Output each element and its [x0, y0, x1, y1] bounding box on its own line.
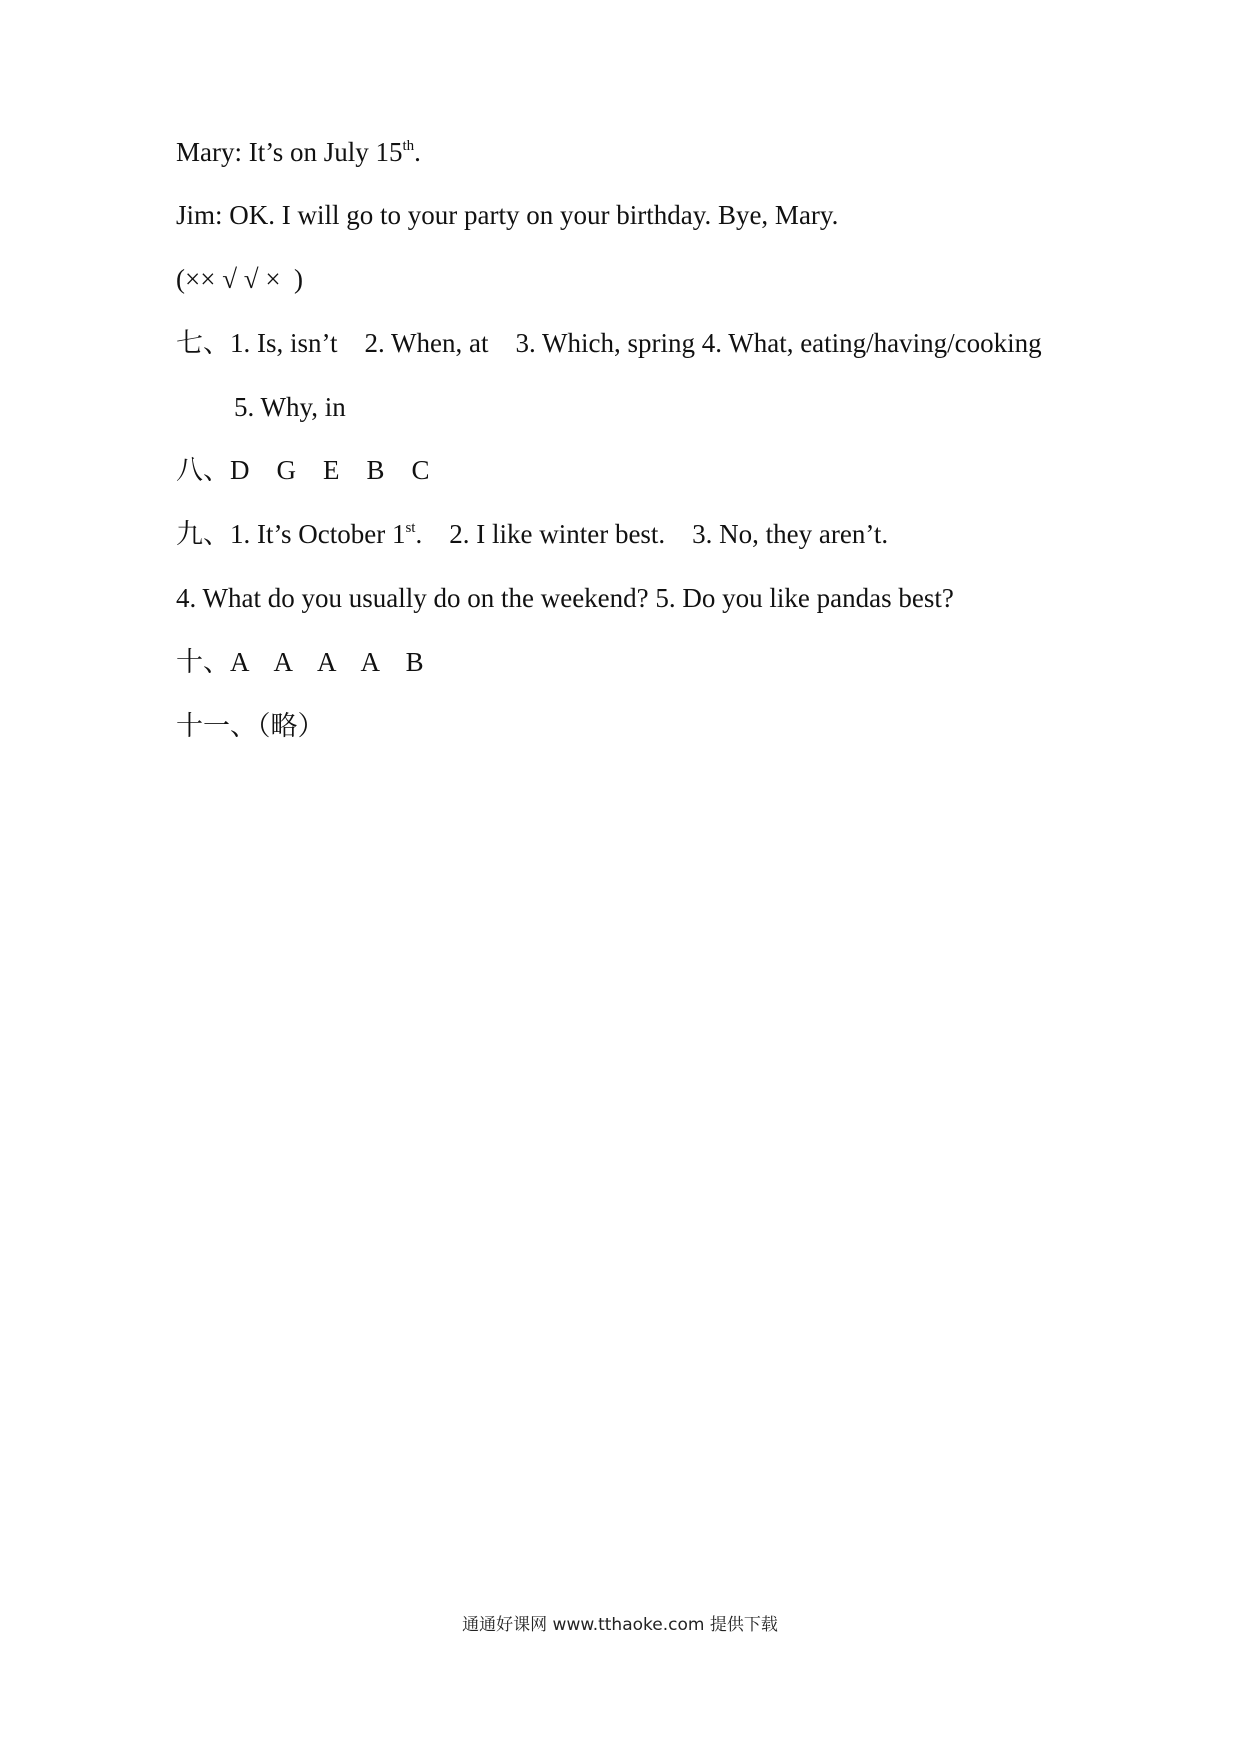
- section-9-answers-continued: [176, 581, 954, 615]
- line-text-after: .: [414, 137, 421, 167]
- section-7-answers-continued: [234, 390, 346, 424]
- superscript: st: [405, 520, 416, 536]
- superscript: th: [402, 138, 415, 154]
- line-text: 4. What do you usually do on the weekend? 5. Do you like pandas best?: [176, 583, 954, 613]
- line-text-after: . 2. I like winter best. 3. No, they aren’t.: [415, 519, 889, 549]
- line-text: Jim: OK. I will go to your party on your birthday. Bye, Mary.: [176, 200, 839, 230]
- line-text: Mary: It’s on July 15: [176, 137, 403, 167]
- section-9-answers: [176, 517, 888, 551]
- page-footer: 通通好课网 www.tthaoke.com 提供下载: [462, 1615, 778, 1635]
- section-7-answers: [176, 326, 1042, 360]
- line-text: 九、1. It’s October 1: [176, 519, 406, 549]
- section-11-answers: [176, 709, 325, 743]
- line-text: 八、D G E B C: [176, 455, 430, 485]
- line-text: 十、A A A A B: [176, 647, 424, 677]
- line-text: 七、1. Is, isn’t 2. When, at 3. Which, spring 4. What, eating/having/cooking: [176, 328, 1042, 358]
- line-text: (×× √ √ × ): [176, 264, 304, 294]
- dialogue-line-jim: [176, 198, 838, 232]
- section-8-answers: [176, 453, 430, 487]
- dialogue-line-mary: [176, 135, 421, 169]
- answer-marks-line: [176, 262, 303, 296]
- line-text: 5. Why, in: [234, 392, 346, 422]
- section-10-answers: [176, 645, 424, 679]
- line-text: 十一、（略）: [176, 711, 325, 741]
